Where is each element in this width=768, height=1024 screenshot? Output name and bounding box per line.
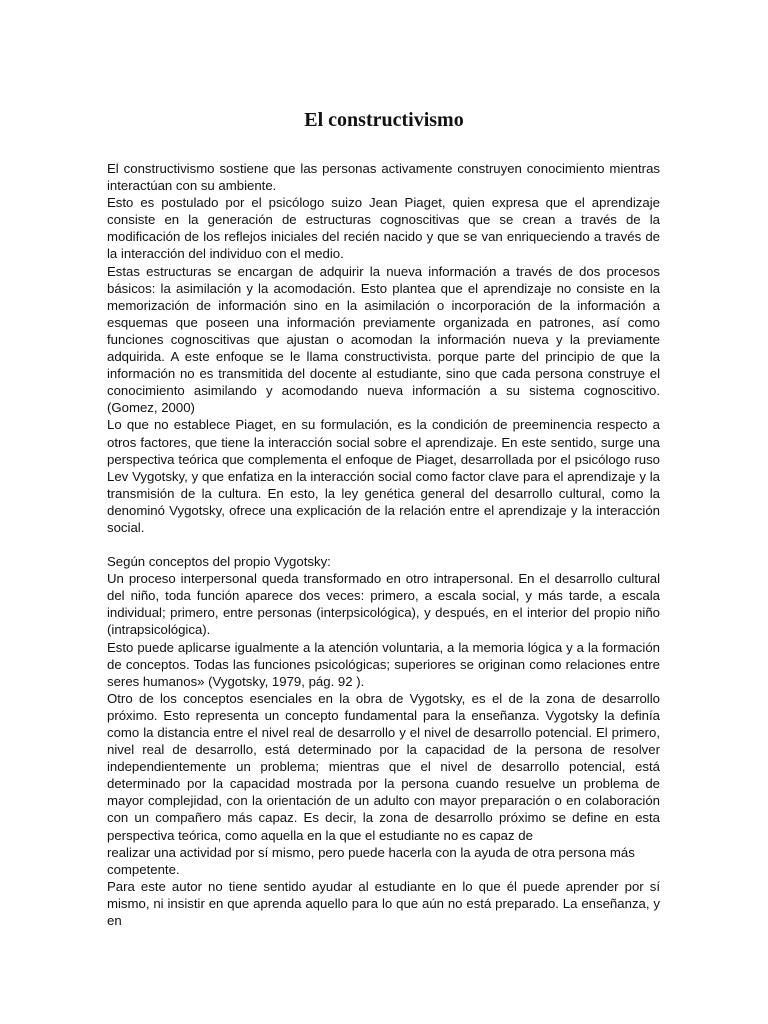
page-title: El constructivismo xyxy=(304,109,464,131)
paragraph: Otro de los conceptos esenciales en la obra de Vygotsky, es el de la zona de desarrollo próximo. Esto representa un concepto fundamental para la enseñanza. Vygotsky la definía como la distancia entre el nivel real de desarrollo y el nivel de desarrollo potencial. El primero, nivel real de desarrollo, está determinado por la capacidad de la persona de resolver independientemente un problema; mientras que el nivel de desarrollo potencial, está determinado por la capacidad mostrada por la persona cuando resuelve un problema de mayor complejidad, con la orientación de un adulto con mayor preparación o en colaboración con un compañero más capaz. Es decir, la zona de desarrollo próximo se define en esta perspectiva teórica, como aquella en la que el estudiante no es capaz de xyxy=(107,690,660,843)
paragraph: Estas estructuras se encargan de adquirir la nueva información a través de dos procesos básicos: la asimilación y la acomodación. Esto plantea que el aprendizaje no consiste en la memorización de información sino en la asimilación o incorporación de la información a esquemas que poseen una información previamente organizada en patrones, así como funciones cognoscitivas que ajustan o acomodan la información nueva y la previamente adquirida. A este enfoque se le llama constructivista. porque parte del principio de que la información no es transmitida del docente al estudiante, sino que cada persona construye el conocimiento asimilando y acomodando nueva información a su sistema cognoscitivo. (Gomez, 2000) xyxy=(107,263,660,416)
paragraph: Lo que no establece Piaget, en su formulación, es la condición de preeminencia respecto a otros factores, que tiene la interacción social sobre el aprendizaje. En este sentido, surge una perspectiva teórica que complementa el enfoque de Piaget, desarrollada por el psicólogo ruso Lev Vygotsky, y que enfatiza en la interacción social como factor clave para el aprendizaje y la transmisión de la cultura. En esto, la ley genética general del desarrollo cultural, como la denominó Vygotsky, ofrece una explicación de la relación entre el aprendizaje y la interacción social. xyxy=(107,417,660,535)
paragraph: Para este autor no tiene sentido ayudar al estudiante en lo que él puede aprender por sí mismo, ni insistir en que aprenda aquello para lo que aún no está preparado. La enseñanza, y en xyxy=(107,878,660,929)
paragraph: El constructivismo sostiene que las personas activamente construyen conocimiento mientras interactúan con su ambiente. xyxy=(107,161,660,194)
paragraph: realizar una actividad por sí mismo, pero puede hacerla con la ayuda de otra persona más competente. xyxy=(107,844,635,877)
paragraph: Esto puede aplicarse igualmente a la atención voluntaria, a la memoria lógica y a la formación de conceptos. Todas las funciones psicológicas; superiores se originan como relaciones entre seres humanos» (Vygotsky, 1979, pág. 92 ). xyxy=(107,639,660,689)
paragraph-spacer xyxy=(107,536,660,553)
section-lead: Según conceptos del propio Vygotsky: xyxy=(107,554,331,570)
paragraph: Un proceso interpersonal queda transformado en otro intrapersonal. En el desarrollo cultural del niño, toda función aparece dos veces: primero, a escala social, y más tarde, a escala individual; primero, entre personas (interpsicológica), y después, en el interior del propio niño (intrapsicológica). xyxy=(107,571,660,638)
paragraph: Esto es postulado por el psicólogo suizo Jean Piaget, quien expresa que el aprendizaje consiste en la generación de estructuras cognoscitivas que se crean a través de la modificación de los reflejos iniciales del recién nacido y que se van enriqueciendo a través de la interacción del individuo con el medio. xyxy=(107,195,660,262)
document-body xyxy=(107,160,660,929)
